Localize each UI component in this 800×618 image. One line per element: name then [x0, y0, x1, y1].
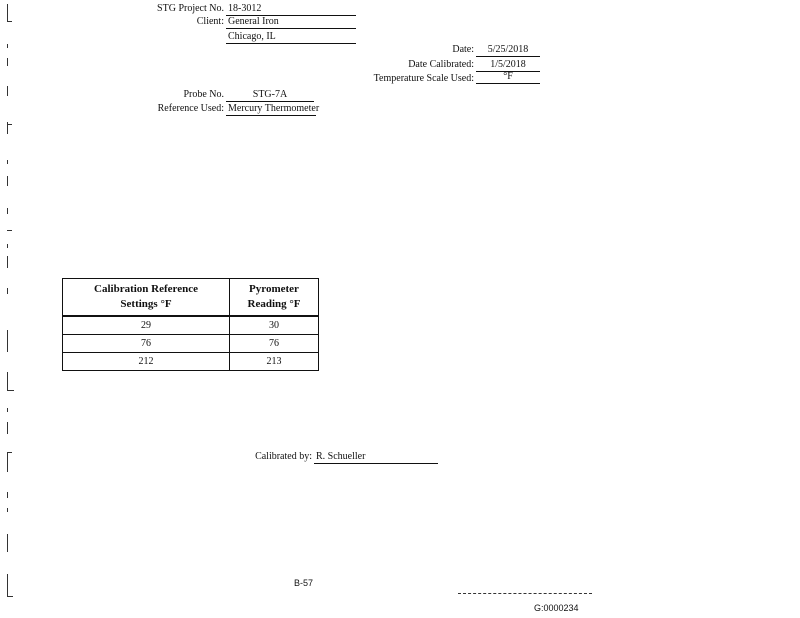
table-row [63, 335, 319, 353]
page-number: B-57 [294, 578, 314, 588]
date-calibrated-value: 1/5/2018 [476, 59, 540, 72]
location-value: Chicago, IL [226, 31, 356, 44]
date-value: 5/25/2018 [476, 44, 540, 57]
temperature-scale-label: Temperature Scale Used: [373, 73, 474, 84]
document-id: G:0000234 [534, 603, 579, 613]
header-reference-settings: Calibration Reference Settings °F [63, 279, 230, 317]
header-pyrometer-reading: Pyrometer Reading °F [230, 279, 319, 317]
calibrated-by-label: Calibrated by: [255, 451, 312, 462]
pyrometer-reading-cell: 30 [230, 316, 319, 335]
reference-setting-cell: 29 [63, 316, 230, 335]
client-label: Client: [196, 16, 224, 27]
pyrometer-reading-cell: 213 [230, 353, 319, 371]
reference-setting-cell: 212 [63, 353, 230, 371]
probe-value: STG-7A [226, 89, 314, 102]
project-label: STG Project No. [157, 3, 224, 14]
table-row [63, 316, 319, 335]
temperature-scale-value: °F [476, 71, 540, 84]
calibration-table [62, 278, 319, 371]
pyrometer-reading-cell: 76 [230, 335, 319, 353]
reference-value: Mercury Thermometer [228, 103, 320, 114]
reference-label: Reference Used: [157, 103, 224, 114]
client-value: General Iron [226, 16, 356, 29]
reference-setting-cell: 76 [63, 335, 230, 353]
date-label: Date: [452, 44, 474, 55]
probe-label: Probe No. [183, 89, 224, 100]
footer-rule [458, 593, 592, 594]
calibrated-by-value: R. Schueller [314, 451, 438, 464]
table-header-row [63, 279, 319, 317]
project-value: 18-3012 [226, 3, 356, 16]
date-calibrated-label: Date Calibrated: [408, 59, 474, 70]
table-row [63, 353, 319, 371]
